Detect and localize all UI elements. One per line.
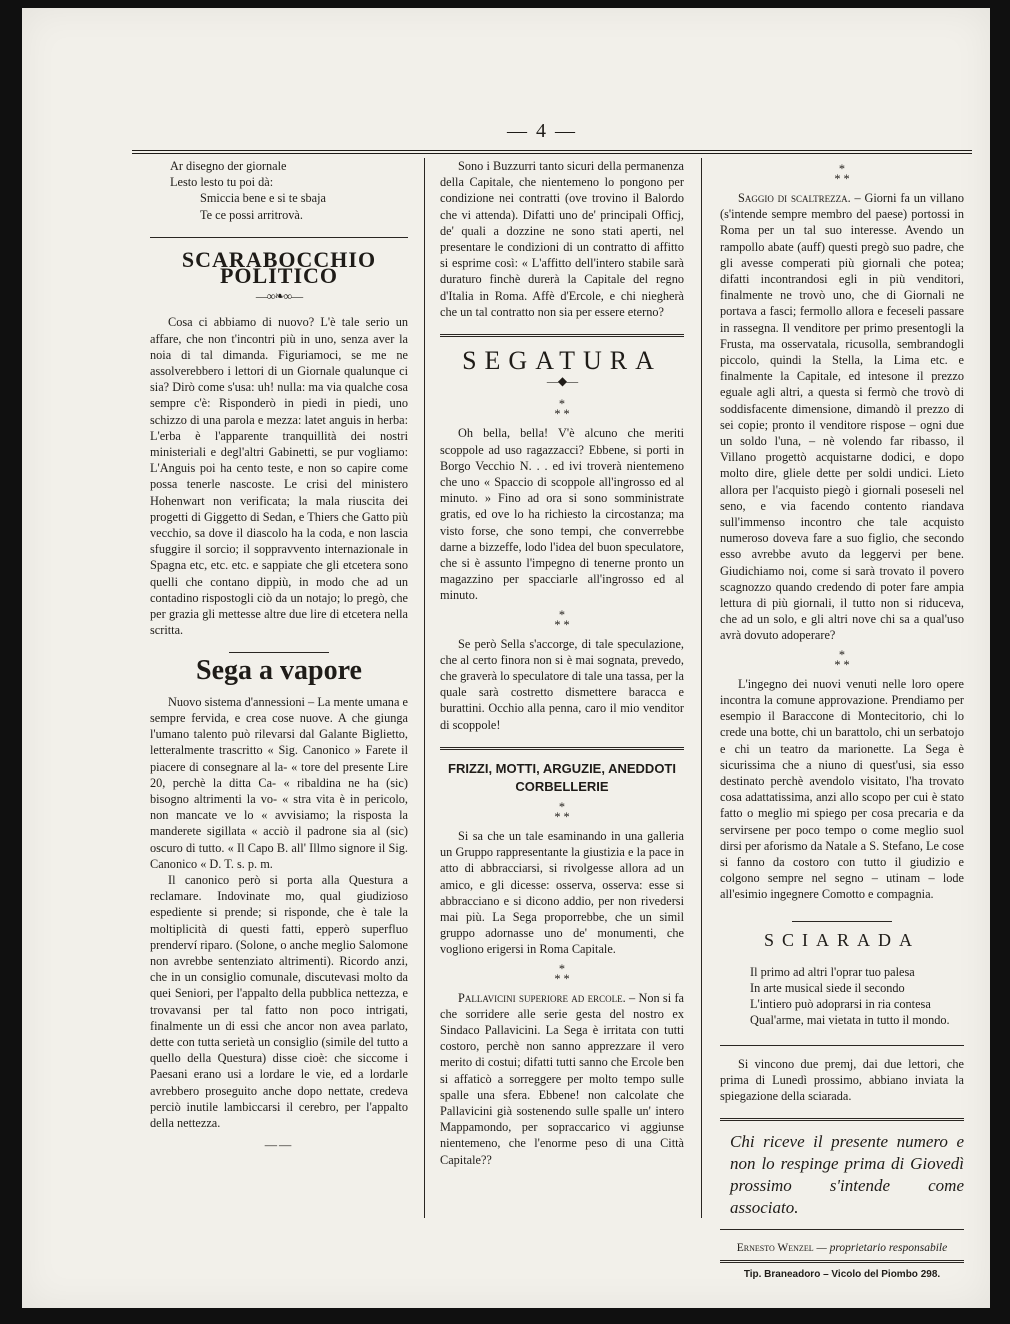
column-2 [440, 158, 684, 1168]
section-rule [440, 334, 684, 337]
subscription-notice: Chi riceve il presente numero e non lo respinge prima di Giovedì prossimo s'intende come associato. [730, 1132, 964, 1218]
sega-title: Sega a vapore [196, 655, 362, 687]
pallavicini-text: – Non si fa che sorridere alle serie gesta del nostro ex Sindaco Pallavicini. La Sega è irritata con tutti costoro, perchè non sanno apprezzare il vero merito di costui; difatti tutti sanno che Ercole ben si affaticò a sorreggere per molto tempo sulle spalle una sfera. Ebbene! non calcolate che Pallavicini già sostenendo sulle spalle un' intero Mappamondo, per sopraccarico vi aggiunse nientemeno, che l'enorme peso di una Città Capitale?? [440, 990, 684, 1167]
column-divider [701, 158, 702, 1218]
premi-text: Si vincono due premj, dai due lettori, che prima di Lunedì prossimo, abbiano inviata la spiegazione della sciarada. [720, 1056, 964, 1103]
section-rule [792, 921, 892, 922]
asterism: * * * [554, 607, 570, 632]
signature-name: Ernesto Wenzel [736, 1242, 814, 1255]
signature-role: — proprietario responsabile [816, 1242, 948, 1255]
sciarada-line: In arte musical siede il secondo [750, 980, 905, 995]
saggio-lead: Saggio di scaltrezza. [738, 191, 851, 205]
asterism: * * * [834, 162, 850, 186]
segatura-text-2: Se però Sella s'accorge, di tale speculazione, che al certo finora non si è mai sognata, prevedo, che graverà lo speculatore di tale una tassa, per la quale sarà costretto dismettere baracca e burattini. Occhio alla penna, caro il mio venditor di scoppole! [440, 636, 684, 732]
segatura-text: Oh bella, bella! V'è alcuno che meriti scoppole ad uso ragazzacci? Ebbene, si porti in Borgo Vecchio N. . . ed ivi troverà nientemeno che uno « Spaccio di scoppole all'ingrosso ed al minuto. » Fino ad ora si sono somministrate gratis, ed ove lo ha richiesto la circostanza; ma visto forse, che sono tempi, che converrebbe darne a bizzeffe, lodo l'idea del buon speculatore, che si è assunto l'impegno di tenerne pronto un magazzino per spacciarle all'ingrosso ed al minuto. [440, 426, 684, 603]
scarabocchio-text: Cosa ci abbiamo di nuovo? L'è tale serio un affare, che non t'incontri più in uno, senza aver la noia di tal dimanda. Figuriamoci, se me ne assolverebbero i lettori di un Giornale qualunque ci sia? Dirò come s'usa: uh! nulla: ma via qualche cosa sempre c'è: Risponderò in piedi in piedi, uno schizzo di una parola e mezza: latet anguis in herba: L'erba è l'apparente tranquillità dei nostri ministeriali e degl'altri Gabinetti, se pur vogliamo: L'Anguis poi ha cento teste, e non so capire come possa tenerle nascoste. Le crisi del ministero Hohenwart non verificata; la mala riuscita dei progetti di Giggetto di Sedan, e Thiers che Gatto più vecchio, sa dove il diascolo ha la coda, e non lascia sfuggire il sorcio; il soppravvento internazionale in Spagna etc, etc. etc. e sappiate che gli etcetera sono quelli che contano dippiù, in modo che ad un contadino rispostogli ciò da un notajo; lo pregò, che per grazia gli mettesse altre due lire di etcetera nella scritta. [150, 315, 408, 638]
section-rule [720, 1118, 964, 1121]
frizzi-text-2 [440, 990, 684, 1168]
ornament: —◆— [546, 374, 578, 389]
scarabocchio-title: SCARABOCCHIO POLITICO [181, 246, 377, 289]
asterism: * * * [554, 799, 570, 824]
frizzi-title: FRIZZI, MOTTI, ARGUZIE, ANEDDOTI CORBELLERIE [448, 760, 676, 794]
section-rule [720, 1229, 964, 1230]
section-rule [720, 1045, 964, 1046]
poem-line: Lesto lesto tu poi dà: [170, 175, 274, 190]
printer-line: Tip. Braneadoro – Vicolo del Piombo 298. [743, 1269, 941, 1281]
sciarada-poem [720, 964, 964, 1029]
poem-line: Ar disegno der giornale [170, 159, 287, 173]
column-divider [424, 158, 425, 1218]
column-3 [720, 158, 964, 1284]
section-rule [720, 1260, 964, 1263]
saggio-text [720, 190, 964, 644]
sciarada-line: Qual'arme, mai vietata in tutto il mondo. [750, 1013, 950, 1028]
section-rule [229, 652, 329, 653]
section-rule [150, 237, 408, 238]
frizzi-text: Si sa che un tale esaminando in una galleria un Gruppo rappresentante la giustizia e la pace in atto di abbracciarsi, si rivolgesse allora ad un amico, e gli dicesse: osserva, osserva: esse si abbracciano e si dicono addio, per non rivedersi mai più. La Sega proporrebbe, che un simil gruppo adornasse uno de' monumenti, che vogliono erigersi in Roma Capitale. [440, 828, 684, 957]
column-1 [150, 158, 408, 1153]
sciarada-line: L'intiero può adoprarsi in ria contesa [750, 997, 931, 1012]
sega-text-2: Il canonico però si porta alla Questura a reclamare. Indovinate mo, qual giudizioso espediente si prende; si risponde, che è tale la moltiplicità di questi fatti, epperò superfluo prenderví riparo. (Solone, o anche meglio Salomone non avrebbe sentenziato altrimenti). Ricordo anzi, che in un consiglio comunale, discutevasi molto da quei Seniori, per l'appalto della pubblica nettezza, e trovavansi per tal fatto non poco intrigati, finalmente un di essi che ancor non avea parlato, dette con tutta serietà un consiglio (simile del tutto a quello della Questura) disse cioè: che siccome i Paesani erano usi a lordare le vie, ed a lordarle avrebbero proseguito anche dopo nettate, credeva perciò inutile lambiccarsi il cerebro, per l'appalto della nettezza. [150, 872, 408, 1130]
sega-text: Nuovo sistema d'annessioni – La mente umana e sempre fervida, e crea cose nuove. A che giunga l'umano talento può rilevarsi dal Galante Biglietto, letteralmente trascritto « Sig. Canonico » Farete il piacere di consegnare al la- « tore del presente Lire 20, perchè la ditta Ca- « ribaldina ne ha (sic) bisogno altrimenti la vo- « stra vita è in pericolo, non mancate ve lo « avvisiamo; la risposta la manderete sigillata « acciò il padrone sia al (sic) oscuro di tutto. « Il Capo B. all' Illmo signore il Sig. Canonico « D. T. s. p. m. [150, 694, 408, 871]
signature [720, 1240, 964, 1256]
sciarada-line: Il primo ad altri l'oprar tuo palesa [750, 964, 915, 979]
saggio-body: – Giorni fa un villano (s'intende sempre membro del paese) portossi in Roma per un tal suo interesse. Avendo un rampollo abate (auff) questi pregò suo padre, che gli avesse comperati più giornali che potea; difatti incontrandosi egli in più venditori, finalmente ne trovò uno, che di Giornali ne portava a fasci; fermollo allora e feceseli passare in rassegna. Il venditore per primo presentogli la Frusta, ma osservatala, ricusolla, sembrandogli piccolo, quindi la Stella, la Lima etc. e finalmente la Capitale, ed intesone il prezzo eguale agli altri, a questa si fermò che trovò di soddisfacente dimensione, dimandò il prezzo di sei copie; pronto il venditore rispose – ogni due un soldo l'una, – nè volendo far ribasso, il Villano progettò acquistarne dodici, e dopo molto dire, gliele dette per soldi undici. Lieto allora per l'acquisto piegò i giornali poseseli nel seno, e via facendo contento riandava sull'immenso incontro che tale acquisto numeroso doveva fare a suo figlio, che secondo esso avrebbe avuto da leggervi per bene. Giudichiamo noi, come si sarà trovato il povero scagnozzo quando credendo di poter fare ampia lettura di più giornali, il tutto non si riduceva, che ad un solo, e gli altri nove chi sa a qual'uso avrà dovuto adoperare? [720, 191, 964, 643]
end-mark: —— [264, 1138, 294, 1153]
asterism: * * * [834, 647, 850, 672]
page-number: — 4 — [507, 120, 577, 142]
newspaper-page [22, 8, 990, 1308]
continued-text: Sono i Buzzurri tanto sicuri della permanenza della Capitale, che nientemeno lo pongono per condizione nei contratti (ove trovino il Balordo che vi attenda). Difatti uno de' principali Officj, de' quali a dozzine ne sono stati aperti, nel presentare le condizioni di un contratto di affitto si esprime così: « L'affitto dell'intero stabile sarà duraturo finchè durerà la Capitale del regno d'Italia in Roma. Affè d'Ercole, e chi niegherà che un tal contratto non sia per essere eterno? [440, 159, 684, 319]
ingegno-text: L'ingegno dei nuovi venuti nelle loro opere incontra la comune approvazione. Prendiamo per esempio il Baraccone di Montecitorio, chi lo crede una botte, chi un barattolo, chi un serbatojo e chi un teatro da marionette. La Sega è sicurissima che a niuno di quest'usi, sia esso destinato perchè avendolo visitato, l'ha trovato cosa adattatissima, anzi allo scopo per cui è stato fatto o meglio mi spiego per cosa precaria e da servirsene per poco tempo o come meglio suol dirsi per aforismo da Natale a S. Stefano, Le cose si fanno da costoro con tutto il giudizio e colgono sempre nel segno – utinam – lode all'esimio ingegnere Comotto e compagnia. [720, 676, 964, 902]
pallavicini-lead: Pallavicini superiore ad ercole. [458, 990, 626, 1005]
poem-line: Smiccia bene e si te sbaja [200, 191, 326, 206]
segatura-title: SEGATURA [462, 346, 662, 376]
header-rule [132, 150, 972, 154]
asterism: * * * [554, 961, 570, 986]
sciarada-title: SCIARADA [763, 929, 920, 950]
poem-line: Te ce possi arritrovà. [200, 207, 303, 222]
asterism: * * * [554, 397, 570, 422]
ornament: —∞❧∞— [255, 289, 303, 304]
section-rule [440, 747, 684, 750]
poem [150, 158, 408, 223]
